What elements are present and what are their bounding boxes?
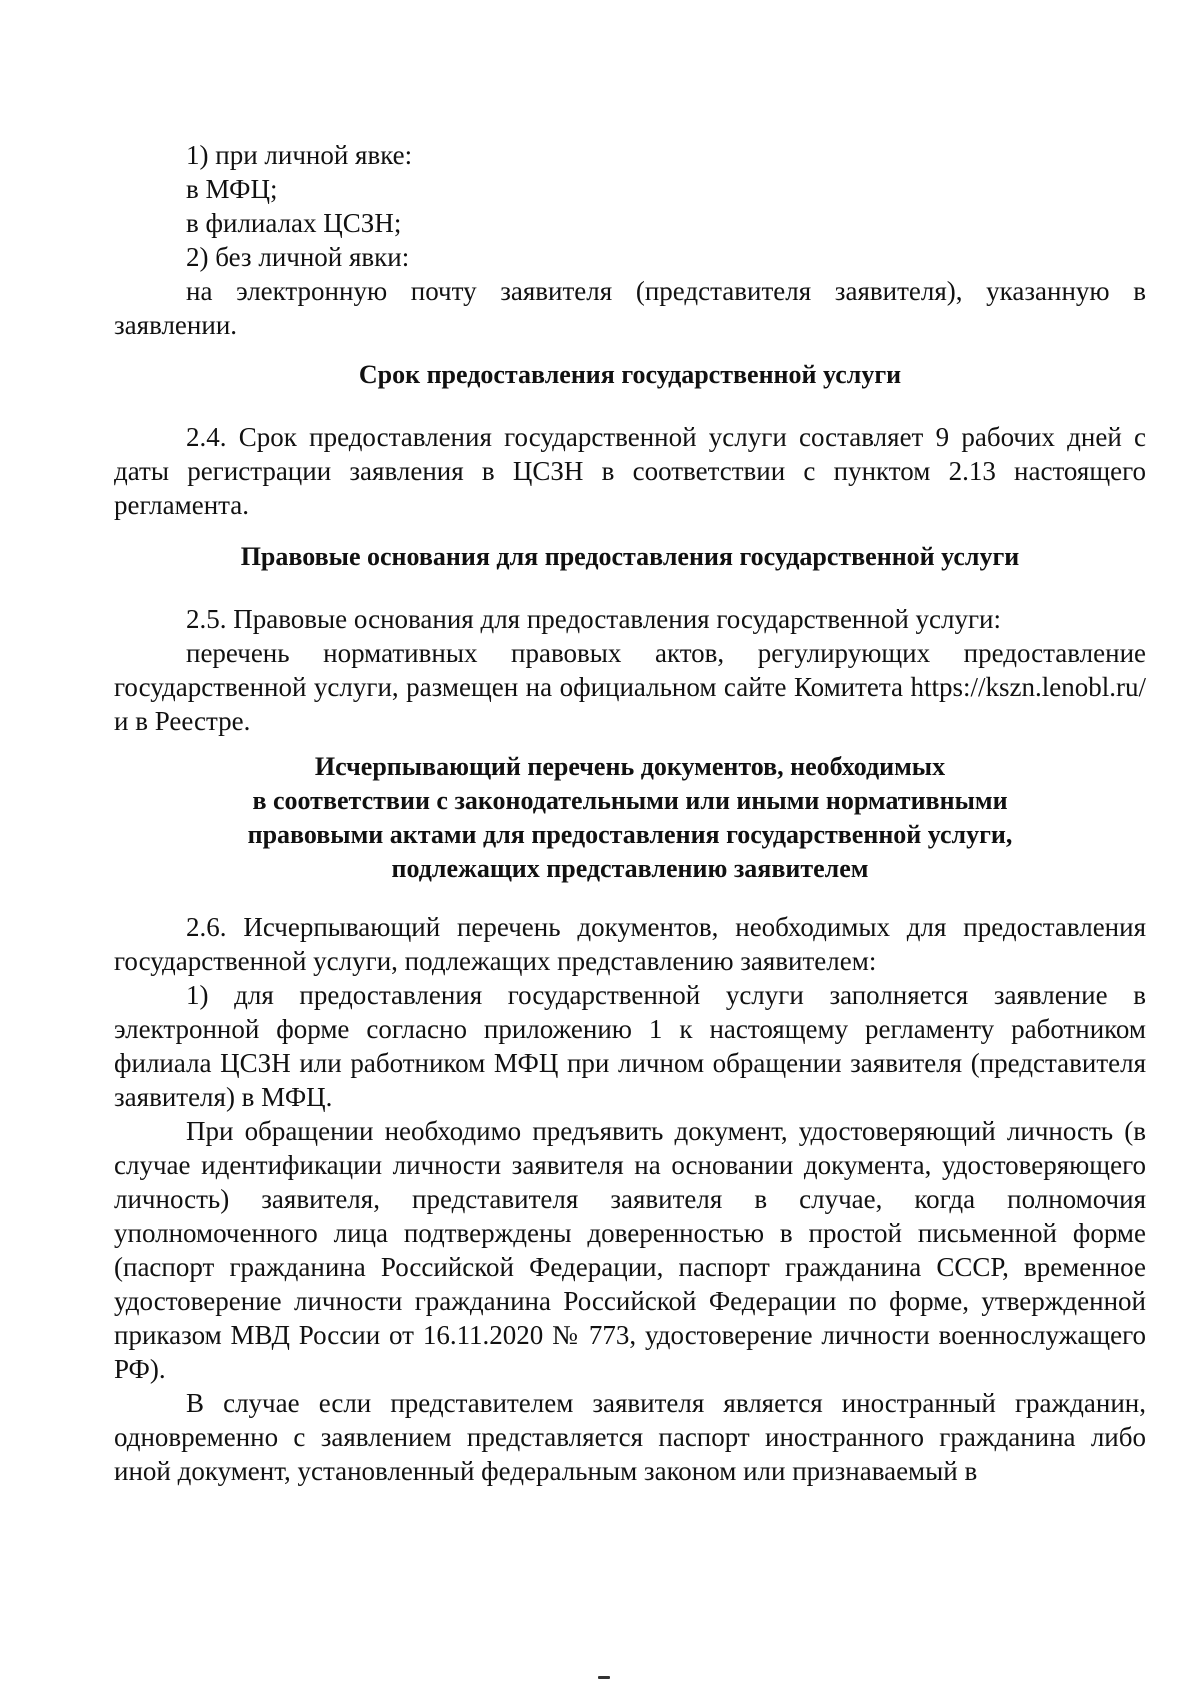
section-documents-body [114,910,1146,1488]
section-heading-term: Срок предоставления государственной услуги [358,360,902,389]
section-term-body [114,420,1146,522]
heading-line: подлежащих представлению заявителем [391,854,869,883]
paragraph: 2.5. Правовые основания для предоставления государственной услуги: [186,604,1002,634]
paragraph: При обращении необходимо предъявить документ, удостоверяющий личность (в случае идентификации личности заявителя на основании документа, удостоверяющего личность) заявителя, представителя заявителя в случае, когда полномочия уполномоченного лица подтверждены доверенностью в простой письменной форме (паспорт гражданина Российской Федерации, паспорт гражданина СССР, временное удостоверение личности гражданина Российской Федерации по форме, утвержденной приказом МВД России от 16.11.2020 № 773, удостоверение личности военнослужащего РФ). [114,1116,1146,1384]
delivery-methods-list [114,138,1146,342]
page-number-mark [598,1676,610,1679]
heading-line: в соответствии с законодательными или иными нормативными [252,786,1008,815]
list-item: в МФЦ; [186,174,278,204]
section-heading-legal: Правовые основания для предоставления государственной услуги [240,542,1020,571]
list-item: в филиалах ЦСЗН; [186,208,402,238]
paragraph: 1) для предоставления государственной услуги заполняется заявление в электронной форме согласно приложению 1 к настоящему регламенту работником филиала ЦСЗН или работником МФЦ при личном обращении заявителя (представителя заявителя) в МФЦ. [114,980,1146,1112]
paragraph: В случае если представителем заявителя является иностранный гражданин, одновременно с заявлением представляется паспорт иностранного гражданина либо иной документ, установленный федеральным законом или признаваемый в [114,1388,1146,1486]
paragraph: 2.6. Исчерпывающий перечень документов, необходимых для предоставления государственной услуги, подлежащих представлению заявителем: [114,912,1146,976]
section-legal-body [114,602,1146,738]
list-item: 2) без личной явки: [186,242,410,272]
list-item: на электронную почту заявителя (представителя заявителя), указанную в заявлении. [114,276,1146,340]
paragraph: перечень нормативных правовых актов, регулирующих предоставление государственной услуги, размещен на официальном сайте Комитета https://kszn.lenobl.ru/ и в Реестре. [114,638,1146,736]
section-heading-documents [114,750,1146,886]
heading-line: правовыми актами для предоставления государственной услуги, [247,820,1013,849]
heading-line: Исчерпывающий перечень документов, необходимых [314,752,946,781]
paragraph: 2.4. Срок предоставления государственной услуги составляет 9 рабочих дней с даты регистрации заявления в ЦСЗН в соответствии с пунктом 2.13 настоящего регламента. [114,422,1146,520]
list-item: 1) при личной явке: [186,140,413,170]
